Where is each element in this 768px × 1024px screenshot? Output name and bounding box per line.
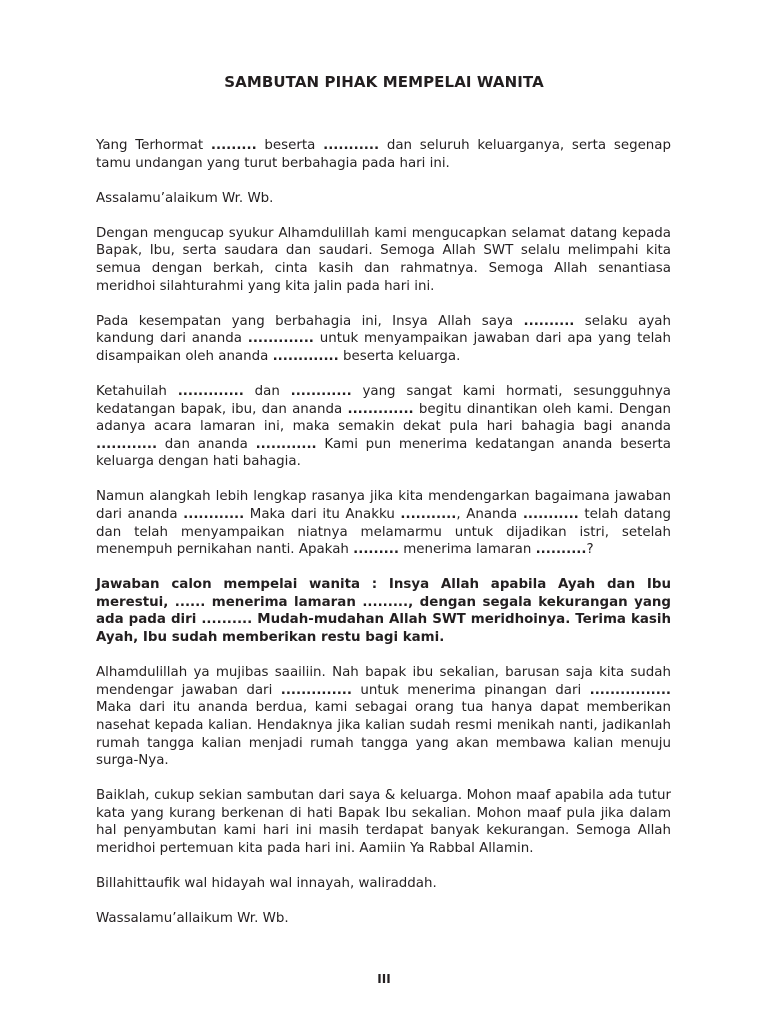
paragraph-text: dan [243, 383, 291, 399]
placeholder-blank: ......... [353, 542, 399, 558]
paragraph-text: untuk menyampaikan jawaban dari apa yang telah disampaikan oleh ananda [96, 331, 671, 364]
paragraph-text: Namun alangkah lebih lengkap rasanya jika kita mendengarkan bagaimana jawaban dari ananda [96, 489, 671, 522]
paragraph-1 [96, 137, 671, 172]
paragraph-3 [96, 225, 671, 295]
placeholder-blank: ............ [290, 383, 352, 399]
document-title: SAMBUTAN PIHAK MEMPELAI WANITA [224, 73, 544, 91]
placeholder-blank: ............ [96, 436, 158, 452]
paragraph-2 [96, 190, 671, 208]
paragraph-text: untuk menerima pinangan dari [351, 682, 590, 698]
paragraph-text: telah datang dan telah menyampaikan niatnya melamarmu untuk dijadikan istri, setelah menempuh pernikahan nanti. Apakah [96, 507, 671, 558]
paragraph-6 [96, 488, 671, 558]
paragraph-text: Pada kesempatan yang berbahagia ini, Insya Allah saya [96, 313, 524, 329]
placeholder-blank: ............. [272, 348, 339, 364]
paragraph-text: begitu dinantikan oleh kami. Dengan adanya acara lamaran ini, maka semakin dekat pula hari bahagia bagi ananda [96, 401, 671, 435]
placeholder-blank: Jawaban calon mempelai wanita : Insya Allah apabila Ayah dan Ibu merestui, ...... menerima lamaran ........., dengan segala kekurangan yang ada pada diri .......... Mudah-mudahan Allah SWT meridhoinya. Terima kasih Ayah, Ibu sudah memberikan restu bagi kami. [96, 577, 671, 646]
placeholder-blank: .......... [523, 313, 575, 329]
paragraph-4 [96, 313, 671, 366]
placeholder-blank: ................ [589, 682, 671, 698]
placeholder-blank: ............. [347, 401, 414, 417]
paragraph-text: Wassalamu’allaikum Wr. Wb. [96, 911, 289, 927]
paragraph-text: dan ananda [157, 436, 256, 452]
paragraph-text: Alhamdulillah ya mujibas saailiin. Nah bapak ibu sekalian, barusan saja kita sudah mendengar jawaban dari [96, 665, 671, 698]
placeholder-blank: .............. [280, 682, 352, 698]
paragraph-text: Dengan mengucap syukur Alhamdulillah kami mengucapkan selamat datang kepada Bapak, Ibu, serta saudara dan saudari. Semoga Allah SWT selalu melimpahi kita semua dengan berkah, cinta kasih dan rahmatnya. Semoga Allah senantiasa meridhoi silahturahmi yang kita jalin pada hari ini. [96, 225, 671, 294]
paragraph-text: Billahittaufik wal hidayah wal innayah, waliraddah. [96, 876, 437, 892]
placeholder-blank: ........... [400, 507, 457, 522]
placeholder-blank: .......... [535, 542, 587, 558]
paragraph-10 [96, 875, 671, 893]
paragraph-7 [96, 576, 671, 646]
placeholder-blank: ......... [210, 138, 257, 153]
page-number: III [377, 972, 391, 986]
paragraph-11 [96, 910, 671, 928]
paragraph-8 [96, 664, 671, 770]
paragraph-text: Assalamu’alaikum Wr. Wb. [96, 190, 274, 206]
placeholder-blank: ........... [522, 507, 579, 522]
paragraph-text: Kami pun menerima kedatangan ananda beserta keluarga dengan hati bahagia. [96, 436, 671, 470]
paragraph-text: Ketahuilah [96, 383, 178, 399]
paragraph-text: ? [586, 542, 594, 558]
paragraph-text: Yang Terhormat [96, 138, 211, 153]
paragraph-text: Maka dari itu ananda berdua, kami sebagai orang tua hanya dapat memberikan nasehat kepada kalian. Hendaknya jika kalian sudah resmi menikah nanti, jadikanlah rumah tangga kalian menjadi rumah tangga yang akan membawa kalian menuju surga-Nya. [96, 700, 671, 769]
paragraph-text: yang sangat kami hormati, sesungguhnya kedatangan bapak, ibu, dan ananda [96, 383, 671, 417]
paragraph-text: selaku ayah kandung dari ananda [96, 313, 671, 347]
placeholder-blank: ............ [255, 436, 317, 452]
paragraph-text: Maka dari itu Anakku [244, 507, 401, 522]
paragraph-5 [96, 383, 671, 471]
placeholder-blank: ............. [247, 331, 314, 347]
paragraph-text: menerima lamaran [398, 542, 536, 558]
paragraph-text: dan seluruh keluarganya, serta segenap tamu undangan yang turut berbahagia pada hari ini. [96, 138, 672, 171]
paragraph-text: , Ananda [456, 507, 523, 522]
paragraph-text: Baiklah, cukup sekian sambutan dari saya & keluarga. Mohon maaf apabila ada tutur kata yang kurang berkenan di hati Bapak Ibu sekalian. Mohon maaf pula jika dalam hal penyambutan kami hari ini masih terdapat banyak kekurangan. Semoga Allah meridhoi pertemuan kita pada hari ini. Aamiin Ya Rabbal Allamin. [96, 788, 671, 856]
placeholder-blank: ............. [177, 383, 244, 399]
paragraph-9 [96, 787, 671, 857]
document-body [96, 137, 671, 945]
paragraph-text: beserta [256, 138, 324, 153]
placeholder-blank: ........... [323, 138, 380, 153]
placeholder-blank: ............ [183, 507, 245, 522]
paragraph-text: beserta keluarga. [338, 348, 461, 364]
